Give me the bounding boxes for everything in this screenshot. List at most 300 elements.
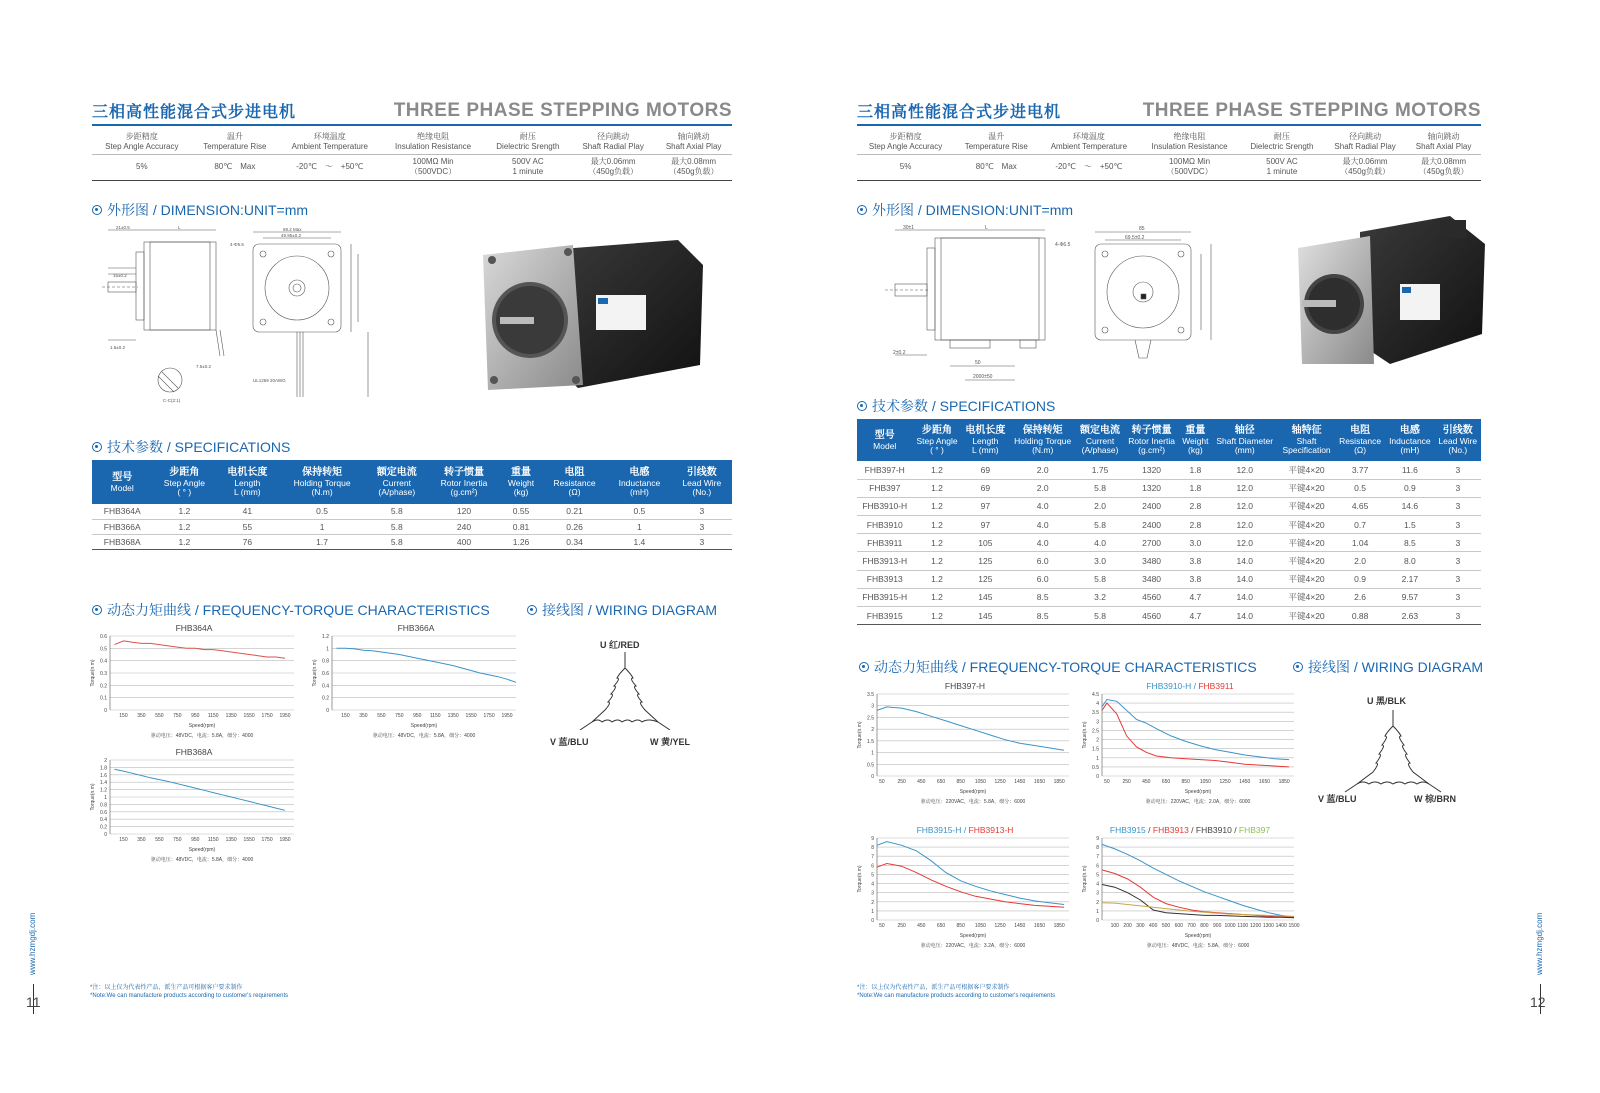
chart-title [1110, 825, 1271, 835]
x-tick-label: 550 [155, 837, 164, 843]
x-tick-label: 1250 [1219, 779, 1231, 785]
table-cell: 76 [216, 534, 278, 549]
table-cell: 平键4×20 [1278, 479, 1335, 497]
section-bullet-icon [92, 605, 102, 615]
y-tick-label: 1 [1096, 755, 1099, 762]
x-tick-label: 1650 [1033, 779, 1046, 785]
series-line [337, 648, 517, 682]
wiring-heading: 接线图 / WIRING DIAGRAM [1293, 657, 1483, 677]
gen-value: 最大0.08mm （450g负载） [655, 154, 732, 180]
dimension-drawing [88, 222, 388, 412]
svg-text:50: 50 [975, 360, 981, 366]
table-cell: 8.0 [1385, 552, 1435, 570]
svg-text:7.5±0.2: 7.5±0.2 [196, 364, 211, 369]
y-tick-label: 0.2 [100, 824, 107, 831]
svg-text:UL1269 20AWG: UL1269 20AWG [253, 378, 286, 383]
table-row [857, 552, 1481, 570]
x-tick-label: 200 [1123, 923, 1132, 929]
table-cell: 105 [961, 534, 1009, 552]
x-tick-label: 1000 [1224, 923, 1236, 929]
y-tick-label: 4.5 [1092, 692, 1099, 698]
x-tick-label: 250 [897, 923, 906, 929]
torque-chart-fhb364a [88, 622, 300, 742]
y-tick-label: 1.4 [100, 780, 107, 787]
x-tick-label: 550 [377, 713, 386, 719]
x-tick-label: 1550 [465, 713, 477, 719]
table-cell: 1.5 [1385, 516, 1435, 534]
x-tick-label: 150 [341, 713, 350, 719]
y-tick-label: 0.5 [867, 762, 874, 769]
spec-header: 步距角 Step Angle ( ° ) [913, 419, 962, 461]
torque-chart-fhb3915-h [855, 824, 1075, 952]
page-header [92, 100, 732, 126]
table-cell: 0.34 [542, 534, 607, 549]
y-tick-label: 4 [1096, 881, 1099, 888]
table-cell: 平键4×20 [1278, 570, 1335, 588]
x-tick-label: 350 [359, 713, 368, 719]
spec-header: 型号 Model [857, 419, 913, 461]
svg-text:1.6±0.2: 1.6±0.2 [110, 345, 125, 350]
table-cell: 1 [278, 519, 365, 534]
table-cell: 97 [961, 497, 1009, 515]
website-url: www.hzmgdj.com [1535, 912, 1544, 975]
y-tick-label: 7 [871, 854, 874, 861]
table-cell: 1320 [1124, 479, 1179, 497]
svg-text:2000±50: 2000±50 [973, 374, 993, 380]
x-tick-label: 1850 [1053, 779, 1065, 785]
x-axis-label: Speed(rpm) [188, 847, 216, 853]
table-cell: 6.0 [1009, 570, 1076, 588]
series-line [115, 641, 286, 658]
table-cell: 55 [216, 519, 278, 534]
table-row [857, 461, 1481, 479]
table-cell: FHB3910 [857, 516, 913, 534]
chart-title [917, 825, 1014, 835]
y-axis-label: Torque(n.m) [1082, 721, 1088, 749]
y-tick-label: 3 [871, 890, 874, 897]
y-tick-label: 0 [104, 708, 107, 714]
table-row [857, 607, 1481, 625]
gen-value: 最大0.08mm （450g负载） [1406, 154, 1481, 180]
table-cell: 4.0 [1076, 534, 1124, 552]
x-tick-label: 250 [1122, 779, 1131, 785]
chart-svg [88, 622, 300, 742]
table-cell: 3 [672, 534, 732, 549]
table-cell: 4560 [1124, 607, 1179, 625]
y-tick-label: 0.8 [322, 658, 329, 665]
table-cell: FHB3915 [857, 607, 913, 625]
svg-text:15±0.2: 15±0.2 [113, 273, 127, 278]
x-tick-label: 550 [155, 713, 164, 719]
table-cell: 1.8 [1179, 461, 1211, 479]
gen-header: 径向跳动 Shaft Radial Play [1324, 130, 1406, 154]
motor-photo [478, 240, 708, 400]
table-cell: 3 [1435, 479, 1481, 497]
spec-header: 保持转矩 Holding Torque (N.m) [278, 460, 365, 504]
table-cell: 1.4 [607, 534, 672, 549]
spec-heading: 技术参数 / SPECIFICATIONS [92, 437, 290, 457]
chart-svg [855, 680, 1075, 808]
svg-text:69.5±0.2: 69.5±0.2 [1125, 235, 1145, 241]
chart-title-part: FHB3915-H [916, 825, 962, 835]
table-cell: FHB397 [857, 479, 913, 497]
table-cell: 12.0 [1211, 534, 1278, 552]
table-cell: 11.6 [1385, 461, 1435, 479]
table-cell: 145 [961, 607, 1009, 625]
table-cell: 97 [961, 516, 1009, 534]
gen-value: 100MΩ Min （500VDC） [382, 154, 485, 180]
x-tick-label: 450 [1142, 779, 1151, 785]
spec-header: 引线数 Lead Wire (No.) [1435, 419, 1481, 461]
chart-title-part: / [1191, 681, 1199, 691]
table-cell: 125 [961, 552, 1009, 570]
table-cell: 4.0 [1009, 497, 1076, 515]
wire-v-label: V 蓝/BLU [550, 737, 589, 747]
chart-title-part: FHB3910 [1195, 825, 1232, 835]
table-cell: 8.5 [1009, 588, 1076, 606]
chart-title: FHB364A [175, 623, 213, 633]
footnote: *注：以上仅为代表性产品，派生产品可根据客户要求制作 *Note:We can manufacture products according to customer's requirements [90, 985, 289, 999]
gen-value: 500V AC 1 minute [1240, 154, 1324, 180]
x-tick-label: 1650 [1033, 923, 1046, 929]
y-tick-label: 0 [1096, 918, 1099, 924]
x-tick-label: 950 [413, 713, 422, 719]
table-row [92, 534, 732, 549]
table-cell: 0.81 [500, 519, 542, 534]
x-tick-label: 150 [119, 837, 128, 843]
y-tick-label: 0.2 [322, 695, 329, 702]
y-tick-label: 2 [104, 758, 107, 764]
table-cell: 2.63 [1385, 607, 1435, 625]
x-tick-label: 400 [1149, 923, 1158, 929]
chart-title [1146, 681, 1234, 691]
x-tick-label: 1150 [207, 837, 219, 843]
gen-value: 80℃ Max [954, 154, 1038, 180]
x-tick-label: 1750 [483, 713, 495, 719]
x-tick-label: 1750 [261, 713, 273, 719]
footnote: *注：以上仅为代表性产品，派生产品可根据客户要求制作 *Note:We can manufacture products according to customer's requirements [857, 985, 1056, 999]
chart-title: FHB397-H [944, 681, 986, 691]
y-tick-label: 0 [871, 774, 874, 780]
spec-header: 引线数 Lead Wire (No.) [672, 460, 732, 504]
gen-header: 轴向跳动 Shaft Axial Play [1406, 130, 1481, 154]
table-row [92, 519, 732, 534]
y-tick-label: 0.4 [100, 817, 107, 824]
y-axis-label: Torque(n.m) [90, 783, 96, 811]
curve-heading: 动态力矩曲线 / FREQUENCY-TORQUE CHARACTERISTICS [92, 600, 490, 620]
torque-chart-mixed [1080, 824, 1300, 952]
table-cell: 0.9 [1385, 479, 1435, 497]
wire-u-label: U 红/RED [600, 640, 640, 650]
table-cell: 0.5 [1335, 479, 1385, 497]
y-tick-label: 8 [871, 845, 874, 852]
table-cell: 0.5 [607, 504, 672, 519]
y-tick-label: 1 [104, 795, 107, 801]
table-cell: 2.0 [1009, 461, 1076, 479]
x-tick-label: 1350 [225, 837, 237, 843]
table-cell: 2700 [1124, 534, 1179, 552]
chart-svg [1080, 680, 1300, 808]
table-cell: 3480 [1124, 570, 1179, 588]
x-tick-label: 850 [956, 923, 965, 929]
gen-value: 最大0.06mm （450g负载） [571, 154, 655, 180]
x-tick-label: 1450 [1014, 779, 1026, 785]
x-tick-label: 50 [879, 779, 885, 785]
x-axis-label: Speed(rpm) [188, 723, 216, 729]
chart-note: 驱动电压：48VDC，电流：5.8A，细分：6000 [1146, 943, 1250, 949]
chart-note: 驱动电压：48VDC，电流：5.8A，细分：4000 [372, 733, 476, 739]
chart-note: 驱动电压：220VAC，电流：2.0A，细分：6000 [1145, 799, 1251, 805]
table-cell: 0.21 [542, 504, 607, 519]
y-tick-label: 0 [871, 918, 874, 924]
chart-title-part: FHB3913-H [968, 825, 1014, 835]
y-tick-label: 0.1 [100, 695, 107, 702]
y-tick-label: 0.6 [100, 634, 107, 640]
wire-w-label: W 棕/BRN [1414, 794, 1456, 804]
table-cell: 1.2 [913, 516, 962, 534]
y-tick-label: 9 [1096, 836, 1099, 842]
y-tick-label: 7 [1096, 854, 1099, 861]
table-cell: 平键4×20 [1278, 516, 1335, 534]
wire-u-label: U 黑/BLK [1367, 696, 1406, 706]
y-tick-label: 0.4 [100, 658, 107, 665]
x-tick-label: 1350 [225, 713, 237, 719]
table-cell: 3 [1435, 570, 1481, 588]
x-tick-label: 1950 [501, 713, 513, 719]
table-cell: 4.7 [1179, 588, 1211, 606]
page-number: 11 [26, 994, 41, 1010]
y-tick-label: 0.3 [100, 671, 107, 677]
gen-header: 轴向跳动 Shaft Axial Play [655, 130, 732, 154]
chart-title-part: / [1145, 825, 1153, 835]
x-tick-label: 1650 [1258, 779, 1271, 785]
y-tick-label: 3.5 [867, 692, 874, 698]
x-tick-label: 850 [1181, 779, 1190, 785]
x-tick-label: 650 [936, 923, 946, 929]
table-cell: 1.2 [913, 570, 962, 588]
table-row [857, 516, 1481, 534]
table-cell: FHB368A [92, 534, 152, 549]
gen-value: -20℃ ～ +50℃ [278, 154, 381, 180]
x-axis-label: Speed(rpm) [959, 789, 987, 795]
table-cell: 12.0 [1211, 516, 1278, 534]
chart-title-part: / [1188, 825, 1196, 835]
svg-text:2±0.2: 2±0.2 [893, 350, 906, 356]
table-cell: 平键4×20 [1278, 588, 1335, 606]
svg-text:49.95±0.2: 49.95±0.2 [281, 233, 301, 238]
torque-chart-fhb3910-h [1080, 680, 1300, 808]
x-tick-label: 150 [119, 713, 128, 719]
x-axis-label: Speed(rpm) [1184, 789, 1212, 795]
y-tick-label: 1 [1096, 908, 1099, 915]
spec-header: 步距角 Step Angle ( ° ) [152, 460, 216, 504]
header-cn-title: 三相高性能混合式步进电机 [857, 104, 1062, 121]
table-cell: 14.6 [1385, 497, 1435, 515]
table-cell: 0.9 [1335, 570, 1385, 588]
y-tick-label: 0.4 [322, 683, 329, 690]
table-row [857, 534, 1481, 552]
x-tick-label: 50 [1104, 779, 1110, 785]
torque-chart-fhb366a [310, 622, 522, 742]
table-cell: 12.0 [1211, 461, 1278, 479]
y-tick-label: 6 [1096, 863, 1099, 870]
table-cell: 1.8 [1179, 479, 1211, 497]
table-cell: 6.0 [1009, 552, 1076, 570]
x-tick-label: 700 [1187, 923, 1196, 929]
wiring-diagram [570, 650, 680, 730]
x-tick-label: 50 [879, 923, 885, 929]
header-en-title: THREE PHASE STEPPING MOTORS [1142, 100, 1481, 121]
table-cell: FHB397-H [857, 461, 913, 479]
x-tick-label: 450 [917, 779, 926, 785]
table-cell: 5.8 [1076, 516, 1124, 534]
x-tick-label: 1250 [994, 923, 1006, 929]
table-cell: 3.8 [1179, 552, 1211, 570]
y-tick-label: 4 [1096, 701, 1099, 708]
x-tick-label: 1250 [994, 779, 1006, 785]
table-cell: 3 [1435, 497, 1481, 515]
table-cell: 3 [1435, 552, 1481, 570]
x-tick-label: 1300 [1262, 923, 1274, 929]
chart-title-part: FHB3910-H [1146, 681, 1192, 691]
gen-header: 绝缘电阻 Insulation Resistance [1139, 130, 1239, 154]
y-tick-label: 0 [1096, 774, 1099, 780]
chart-svg [1080, 824, 1300, 952]
table-cell: FHB3913 [857, 570, 913, 588]
table-cell: 2.0 [1076, 497, 1124, 515]
table-cell: FHB3915-H [857, 588, 913, 606]
table-cell: 1.2 [152, 504, 216, 519]
y-axis-label: Torque(n.m) [90, 659, 96, 687]
table-cell: 1320 [1124, 461, 1179, 479]
table-cell: 5.8 [1076, 479, 1124, 497]
page-right [800, 0, 1600, 1093]
x-tick-label: 350 [137, 713, 146, 719]
x-tick-label: 1850 [1053, 923, 1065, 929]
svg-text:4-Φ6.5: 4-Φ6.5 [1055, 242, 1071, 248]
table-cell: 1.2 [913, 497, 962, 515]
table-cell: 1.2 [913, 461, 962, 479]
table-cell: 9.57 [1385, 588, 1435, 606]
table-cell: 1.04 [1335, 534, 1385, 552]
x-tick-label: 750 [173, 837, 182, 843]
chart-note: 驱动电压：220VAC，电流：5.8A，细分：6000 [920, 799, 1026, 805]
svg-text:30±1: 30±1 [903, 225, 915, 231]
table-cell: 平键4×20 [1278, 534, 1335, 552]
table-cell: 1 [607, 519, 672, 534]
table-row [857, 479, 1481, 497]
y-tick-label: 1 [326, 646, 329, 653]
section-bullet-icon [857, 205, 867, 215]
wiring-heading: 接线图 / WIRING DIAGRAM [527, 600, 717, 620]
x-tick-label: 1450 [1239, 779, 1251, 785]
table-cell: 2400 [1124, 516, 1179, 534]
table-cell: 4.7 [1179, 607, 1211, 625]
table-cell: 4.0 [1009, 534, 1076, 552]
spec-header: 电机长度 Length L (mm) [961, 419, 1009, 461]
y-tick-label: 3 [871, 703, 874, 710]
y-tick-label: 0.6 [322, 671, 329, 677]
gen-value: 500V AC 1 minute [485, 154, 571, 180]
table-cell: 0.55 [500, 504, 542, 519]
y-tick-label: 0 [326, 708, 329, 714]
x-tick-label: 1950 [279, 713, 291, 719]
y-tick-label: 2 [1096, 899, 1099, 906]
x-tick-label: 1350 [447, 713, 459, 719]
chart-note: 驱动电压：48VDC，电流：5.8A，细分：4000 [150, 733, 254, 739]
table-cell: FHB3910-H [857, 497, 913, 515]
torque-chart-fhb397-h [855, 680, 1075, 808]
website-url: www.hzmgdj.com [28, 912, 37, 975]
spec-header: 转子惯量 Rotor Inertia (g.cm²) [1124, 419, 1179, 461]
y-tick-label: 1.6 [100, 772, 107, 779]
table-cell: 2.8 [1179, 516, 1211, 534]
x-tick-label: 500 [1161, 923, 1171, 929]
x-tick-label: 1950 [279, 837, 291, 843]
table-cell: FHB3913-H [857, 552, 913, 570]
table-cell: 1.7 [278, 534, 365, 549]
x-tick-label: 650 [936, 779, 946, 785]
x-tick-label: 1050 [974, 779, 986, 785]
x-tick-label: 1500 [1288, 923, 1300, 929]
y-tick-label: 5 [871, 872, 874, 879]
spec-header: 电阻 Resistance (Ω) [542, 460, 607, 504]
x-axis-label: Speed(rpm) [410, 723, 438, 729]
x-tick-label: 950 [191, 713, 200, 719]
section-bullet-icon [92, 205, 102, 215]
spec-header: 转子惯量 Rotor Inertia (g.cm²) [428, 460, 500, 504]
gen-header: 绝缘电阻 Insulation Resistance [382, 130, 485, 154]
table-cell: 69 [961, 479, 1009, 497]
section-bullet-icon [527, 605, 537, 615]
x-tick-label: 350 [137, 837, 146, 843]
x-tick-label: 650 [1161, 779, 1171, 785]
spec-header: 电感 Inductance (mH) [607, 460, 672, 504]
header-cn-title: 三相高性能混合式步进电机 [92, 104, 297, 121]
gen-header: 环境温度 Ambient Temperature [1038, 130, 1139, 154]
table-cell: 平键4×20 [1278, 461, 1335, 479]
chart-title: FHB368A [175, 747, 213, 757]
y-tick-label: 1.8 [100, 765, 107, 772]
table-cell: 14.0 [1211, 607, 1278, 625]
y-tick-label: 2 [871, 727, 874, 734]
wire-w-label: W 黄/YEL [650, 737, 690, 747]
dimension-heading: 外形图 / DIMENSION:UNIT=mm [857, 200, 1073, 220]
x-tick-label: 850 [956, 779, 965, 785]
section-bullet-icon [857, 401, 867, 411]
svg-text:4-Φ5.5: 4-Φ5.5 [230, 242, 244, 247]
gen-value: 最大0.06mm （450g负载） [1324, 154, 1406, 180]
chart-note: 驱动电压：48VDC，电流：5.8A，细分：4000 [150, 857, 254, 863]
chart-title-part: FHB3915 [1109, 825, 1146, 835]
svg-text:L: L [985, 225, 988, 231]
x-axis-label: Speed(rpm) [959, 933, 987, 939]
table-cell: 145 [961, 588, 1009, 606]
svg-text:L: L [178, 225, 181, 230]
y-tick-label: 0.8 [100, 802, 107, 809]
y-tick-label: 0.5 [1092, 764, 1099, 771]
gen-header: 温升 Temperature Rise [954, 130, 1038, 154]
table-cell: 1.2 [913, 552, 962, 570]
general-spec-table [857, 130, 1481, 181]
table-cell: 3.8 [1179, 570, 1211, 588]
table-cell: 1.2 [913, 534, 962, 552]
y-tick-label: 3.5 [1092, 710, 1099, 717]
table-cell: 5.8 [366, 519, 428, 534]
x-tick-label: 1850 [1278, 779, 1290, 785]
x-tick-label: 1550 [243, 837, 255, 843]
x-tick-label: 1050 [1199, 779, 1211, 785]
